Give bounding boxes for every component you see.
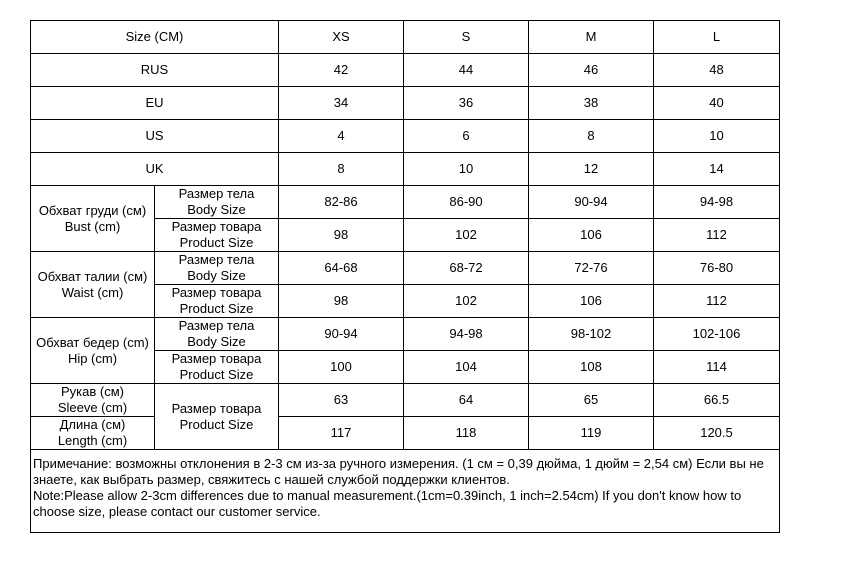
size-header-s: S xyxy=(404,21,529,54)
label-ru: Размер тела xyxy=(178,186,255,201)
table-cell: 12 xyxy=(529,153,654,186)
table-cell: 104 xyxy=(404,351,529,384)
table-cell: 100 xyxy=(279,351,404,384)
table-cell: 118 xyxy=(404,417,529,450)
label-en: Sleeve (cm) xyxy=(57,400,128,415)
table-cell: 102 xyxy=(404,219,529,252)
table-cell: 8 xyxy=(279,153,404,186)
table-cell: 98 xyxy=(279,285,404,318)
table-row xyxy=(31,153,780,186)
measure-label-waist xyxy=(31,252,155,318)
size-header-l: L xyxy=(654,21,780,54)
row-label-uk: UK xyxy=(31,153,279,186)
table-cell: 90-94 xyxy=(279,318,404,351)
table-cell: 44 xyxy=(404,54,529,87)
label-en: Body Size xyxy=(187,268,246,283)
label-ru: Размер товара xyxy=(171,351,262,366)
table-cell: 65 xyxy=(529,384,654,417)
table-row xyxy=(31,252,780,285)
label-en: Body Size xyxy=(187,202,246,217)
table-cell: 94-98 xyxy=(654,186,780,219)
label-ru: Длина (см) xyxy=(59,417,126,432)
table-cell: 10 xyxy=(404,153,529,186)
table-cell: 112 xyxy=(654,285,780,318)
note-text-ru: Примечание: возможны отклонения в 2-3 см из-за ручного измерения. (1 см = 0,39 дюйма, 1 дюйм = 2,54 см) Если вы не знаете, как выбрать размер, свяжитесь с нашей службой поддержки клиентов. xyxy=(33,456,764,487)
table-cell: 90-94 xyxy=(529,186,654,219)
table-row xyxy=(31,54,780,87)
product-size-label xyxy=(155,384,279,450)
table-cell: 4 xyxy=(279,120,404,153)
product-size-label xyxy=(155,285,279,318)
label-ru: Обхват бедер (cm) xyxy=(36,334,149,350)
measure-label-bust xyxy=(31,186,155,252)
label-en: Waist (cm) xyxy=(61,284,124,300)
label-en: Product Size xyxy=(179,367,254,382)
table-cell: 38 xyxy=(529,87,654,120)
size-chart-table xyxy=(30,20,780,533)
table-cell: 8 xyxy=(529,120,654,153)
table-cell: 120.5 xyxy=(654,417,780,450)
note-row xyxy=(31,450,780,533)
row-label-us: US xyxy=(31,120,279,153)
measure-label-length xyxy=(31,417,155,450)
table-cell: 94-98 xyxy=(404,318,529,351)
table-cell: 112 xyxy=(654,219,780,252)
table-cell: 68-72 xyxy=(404,252,529,285)
table-cell: 98-102 xyxy=(529,318,654,351)
table-cell: 108 xyxy=(529,351,654,384)
measure-label-hip xyxy=(31,318,155,384)
label-en: Bust (cm) xyxy=(64,218,121,234)
body-size-label xyxy=(155,252,279,285)
label-ru: Размер товара xyxy=(171,400,262,416)
label-en: Hip (cm) xyxy=(67,350,118,366)
table-cell: 34 xyxy=(279,87,404,120)
row-label-rus: RUS xyxy=(31,54,279,87)
table-cell: 117 xyxy=(279,417,404,450)
table-row xyxy=(31,120,780,153)
table-cell: 63 xyxy=(279,384,404,417)
table-row xyxy=(31,384,780,417)
table-cell: 64-68 xyxy=(279,252,404,285)
label-ru: Обхват груди (см) xyxy=(38,202,147,218)
table-cell: 106 xyxy=(529,219,654,252)
body-size-label xyxy=(155,318,279,351)
label-en: Product Size xyxy=(179,416,254,432)
table-cell: 98 xyxy=(279,219,404,252)
note-cell xyxy=(31,450,780,533)
label-en: Body Size xyxy=(187,334,246,349)
label-ru: Размер тела xyxy=(178,318,255,333)
table-cell: 66.5 xyxy=(654,384,780,417)
label-ru: Размер тела xyxy=(178,252,255,267)
table-cell: 82-86 xyxy=(279,186,404,219)
label-en: Product Size xyxy=(179,235,254,250)
table-row xyxy=(31,318,780,351)
table-cell: 76-80 xyxy=(654,252,780,285)
label-ru: Рукав (см) xyxy=(61,384,124,399)
header-row xyxy=(31,21,780,54)
label-ru: Размер товара xyxy=(171,285,262,300)
body-size-label xyxy=(155,186,279,219)
product-size-label xyxy=(155,351,279,384)
table-cell: 46 xyxy=(529,54,654,87)
table-cell: 48 xyxy=(654,54,780,87)
table-cell: 86-90 xyxy=(404,186,529,219)
table-cell: 119 xyxy=(529,417,654,450)
note-text-en: Note:Please allow 2-3cm differences due to manual measurement.(1cm=0.39inch, 1 inch=2.54cm) If you don't know how to choose size, please contact our customer service. xyxy=(33,488,742,519)
label-en: Product Size xyxy=(179,301,254,316)
size-header-m: M xyxy=(529,21,654,54)
table-cell: 14 xyxy=(654,153,780,186)
table-row xyxy=(31,417,780,450)
measure-label-sleeve xyxy=(31,384,155,417)
product-size-label xyxy=(155,219,279,252)
table-row xyxy=(31,186,780,219)
label-ru: Размер товара xyxy=(171,219,262,234)
table-cell: 72-76 xyxy=(529,252,654,285)
table-cell: 64 xyxy=(404,384,529,417)
table-cell: 40 xyxy=(654,87,780,120)
table-cell: 106 xyxy=(529,285,654,318)
table-cell: 36 xyxy=(404,87,529,120)
table-cell: 102 xyxy=(404,285,529,318)
label-en: Length (cm) xyxy=(57,433,128,448)
size-header-xs: XS xyxy=(279,21,404,54)
header-label: Size (CM) xyxy=(31,21,279,54)
table-cell: 102-106 xyxy=(654,318,780,351)
label-ru: Обхват талии (см) xyxy=(37,268,148,284)
table-row xyxy=(31,87,780,120)
table-cell: 114 xyxy=(654,351,780,384)
row-label-eu: EU xyxy=(31,87,279,120)
table-cell: 10 xyxy=(654,120,780,153)
table-cell: 6 xyxy=(404,120,529,153)
table-cell: 42 xyxy=(279,54,404,87)
